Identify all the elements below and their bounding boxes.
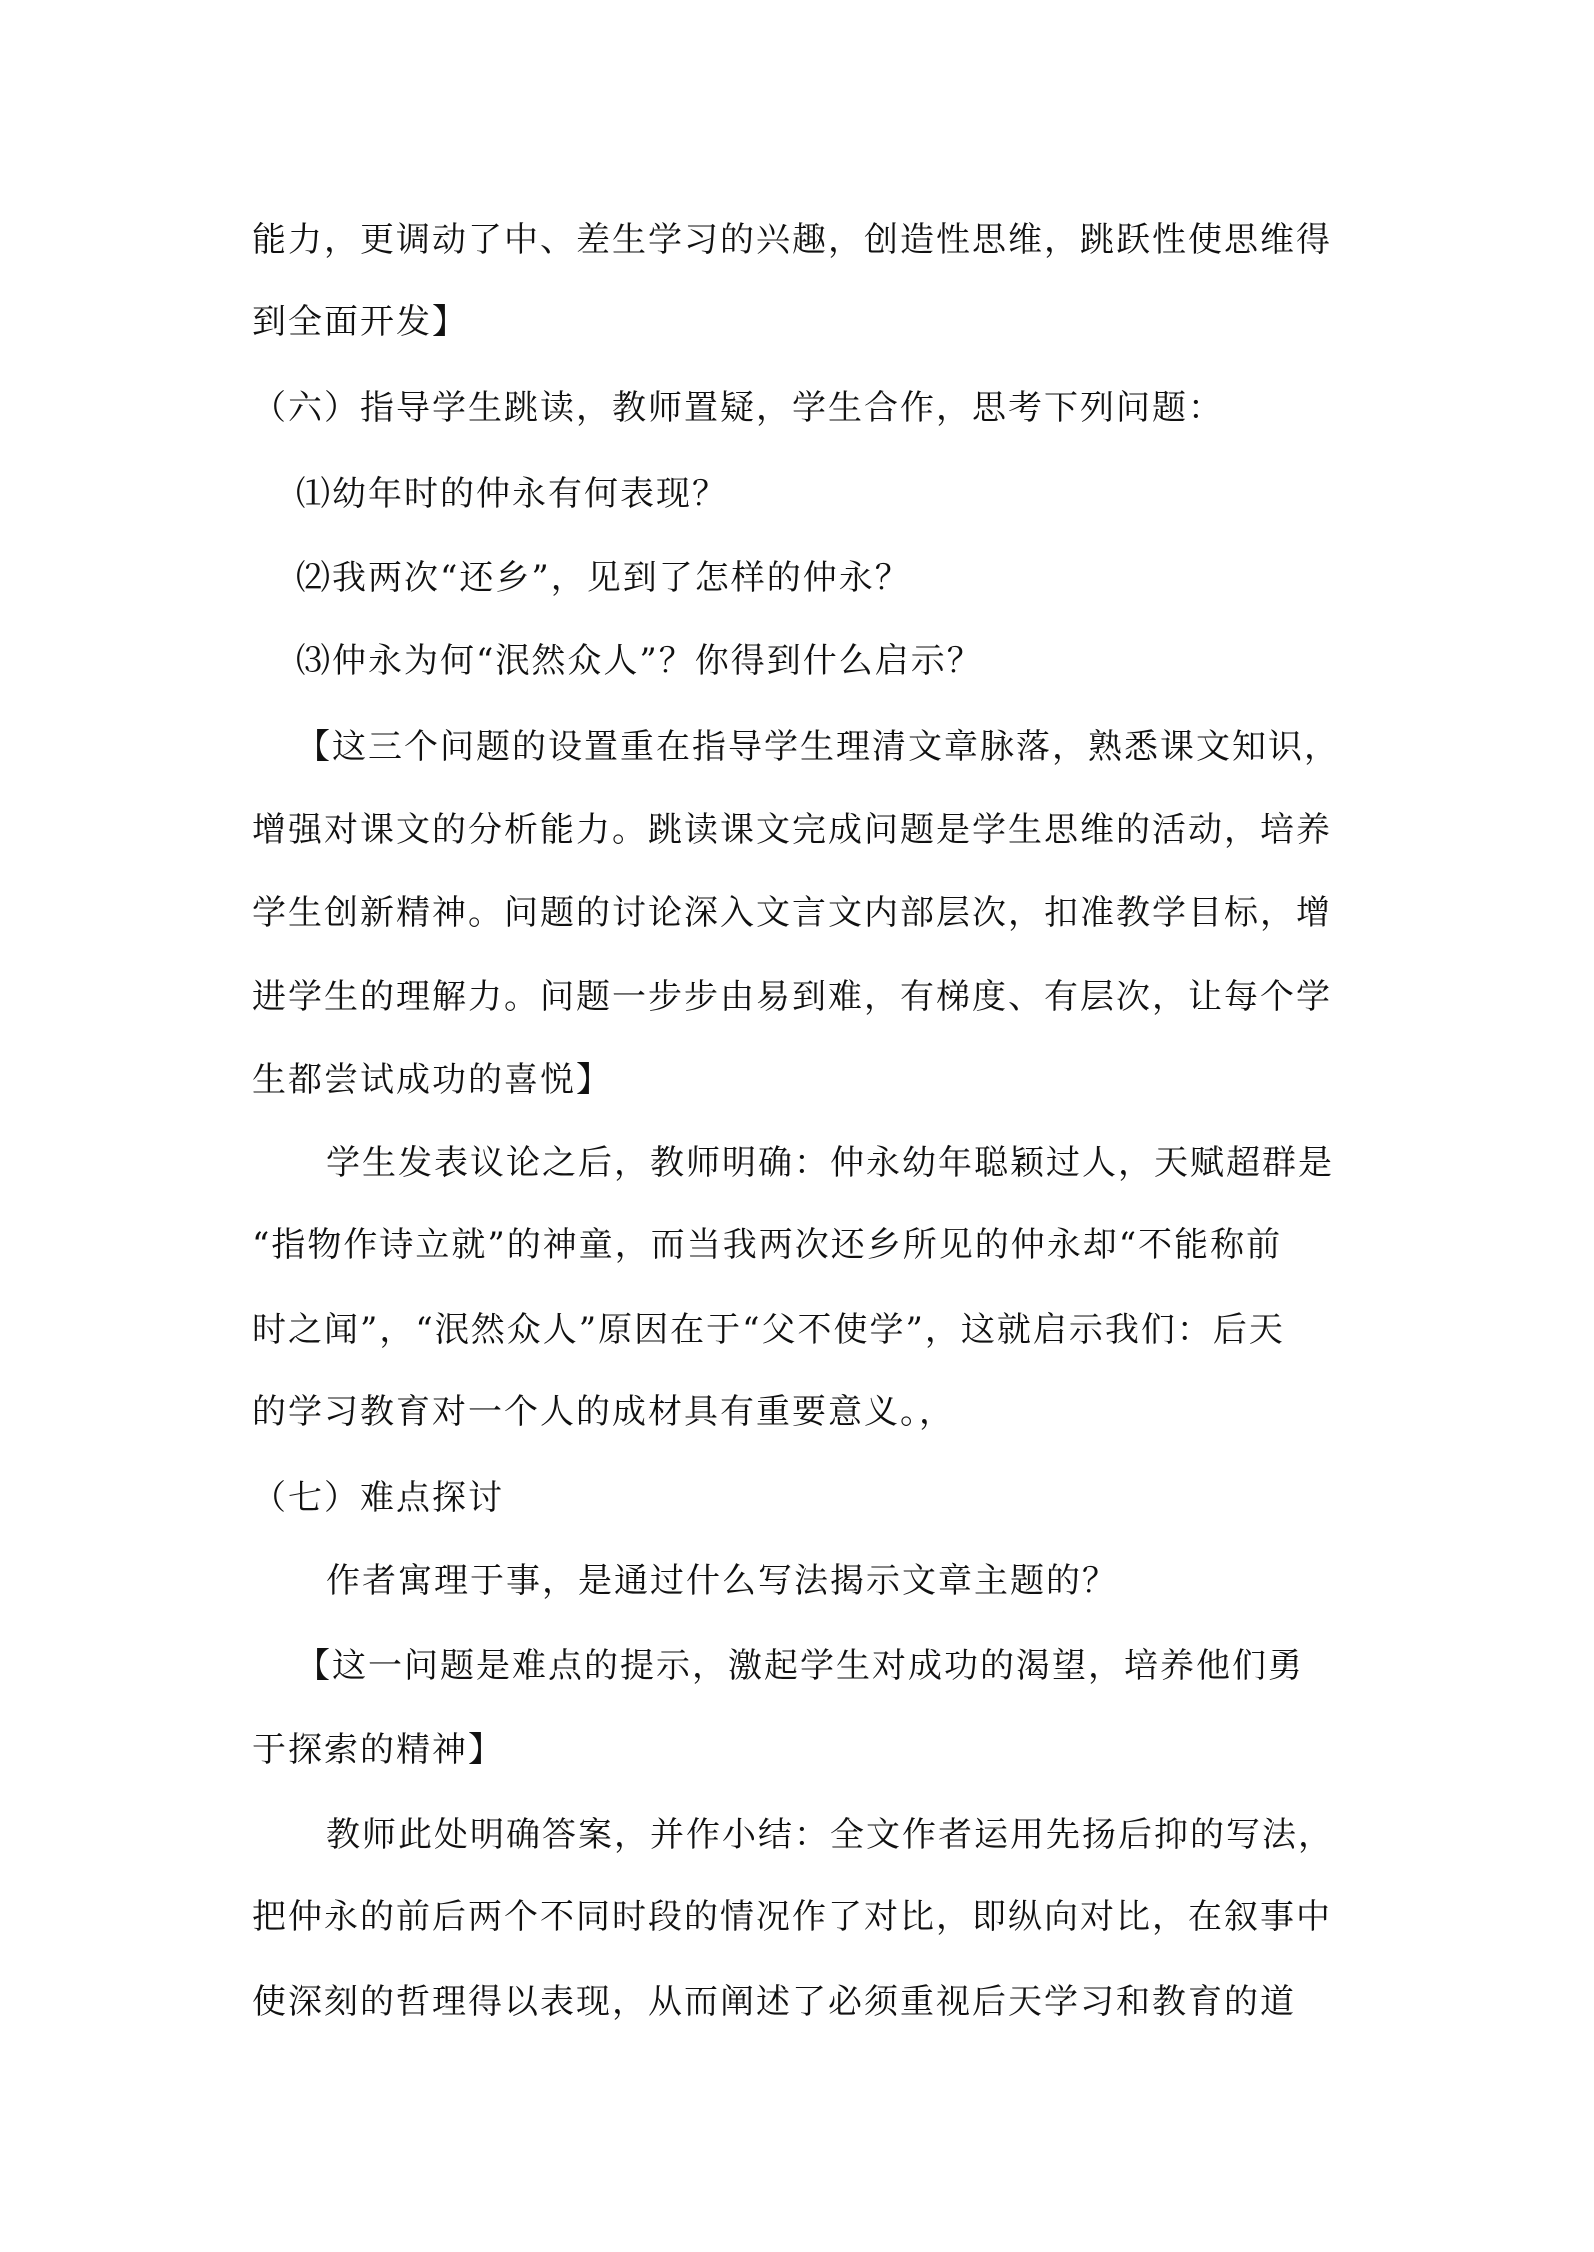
text-line: 能力，更调动了中、差生学习的兴趣，创造性思维，跳跃性使思维得 [252, 220, 1332, 260]
text-line: 学生发表议论之后，教师明确：仲永幼年聪颖过人，天赋超群是 [326, 1143, 1334, 1183]
text-line: 使深刻的哲理得以表现，从而阐述了必须重视后天学习和教育的道 [252, 1982, 1296, 2022]
text-line: 到全面开发】 [252, 302, 468, 342]
text-line: 把仲永的前后两个不同时段的情况作了对比，即纵向对比，在叙事中 [252, 1897, 1332, 1937]
text-line: 时之闻”，“泯然众人”原因在于“父不使学”，这就启示我们：后天 [252, 1310, 1285, 1350]
text-line: 的学习教育对一个人的成材具有重要意义。， [252, 1392, 955, 1432]
text-line: 【这三个问题的设置重在指导学生理清文章脉落，熟悉课文知识， [296, 727, 1340, 767]
text-line: 【这一问题是难点的提示，激起学生对成功的渴望，培养他们勇 [296, 1646, 1304, 1686]
text-line: 增强对课文的分析能力。跳读课文完成问题是学生思维的活动，培养 [252, 810, 1332, 850]
text-line: 作者寓理于事，是通过什么写法揭示文章主题的？ [326, 1561, 1118, 1601]
text-line: 生都尝试成功的喜悦】 [252, 1060, 612, 1100]
text-line: 教师此处明确答案，并作小结：全文作者运用先扬后抑的写法， [326, 1815, 1334, 1855]
question-item: ⑶仲永为何“泯然众人”？你得到什么启示？ [296, 641, 983, 681]
section-heading: （七）难点探讨 [252, 1478, 504, 1518]
text-line: 学生创新精神。问题的讨论深入文言文内部层次，扣准教学目标，增 [252, 893, 1332, 933]
text-line: 进学生的理解力。问题一步步由易到难，有梯度、有层次，让每个学 [252, 977, 1332, 1017]
question-item: ⑵我两次“还乡”，见到了怎样的仲永？ [296, 558, 911, 598]
question-item: ⑴幼年时的仲永有何表现？ [296, 474, 728, 514]
text-line: 于探索的精神】 [252, 1730, 504, 1770]
section-heading: （六）指导学生跳读，教师置疑，学生合作，思考下列问题： [252, 388, 1224, 428]
text-line: “指物作诗立就”的神童，而当我两次还乡所见的仲永却“不能称前 [252, 1225, 1283, 1265]
